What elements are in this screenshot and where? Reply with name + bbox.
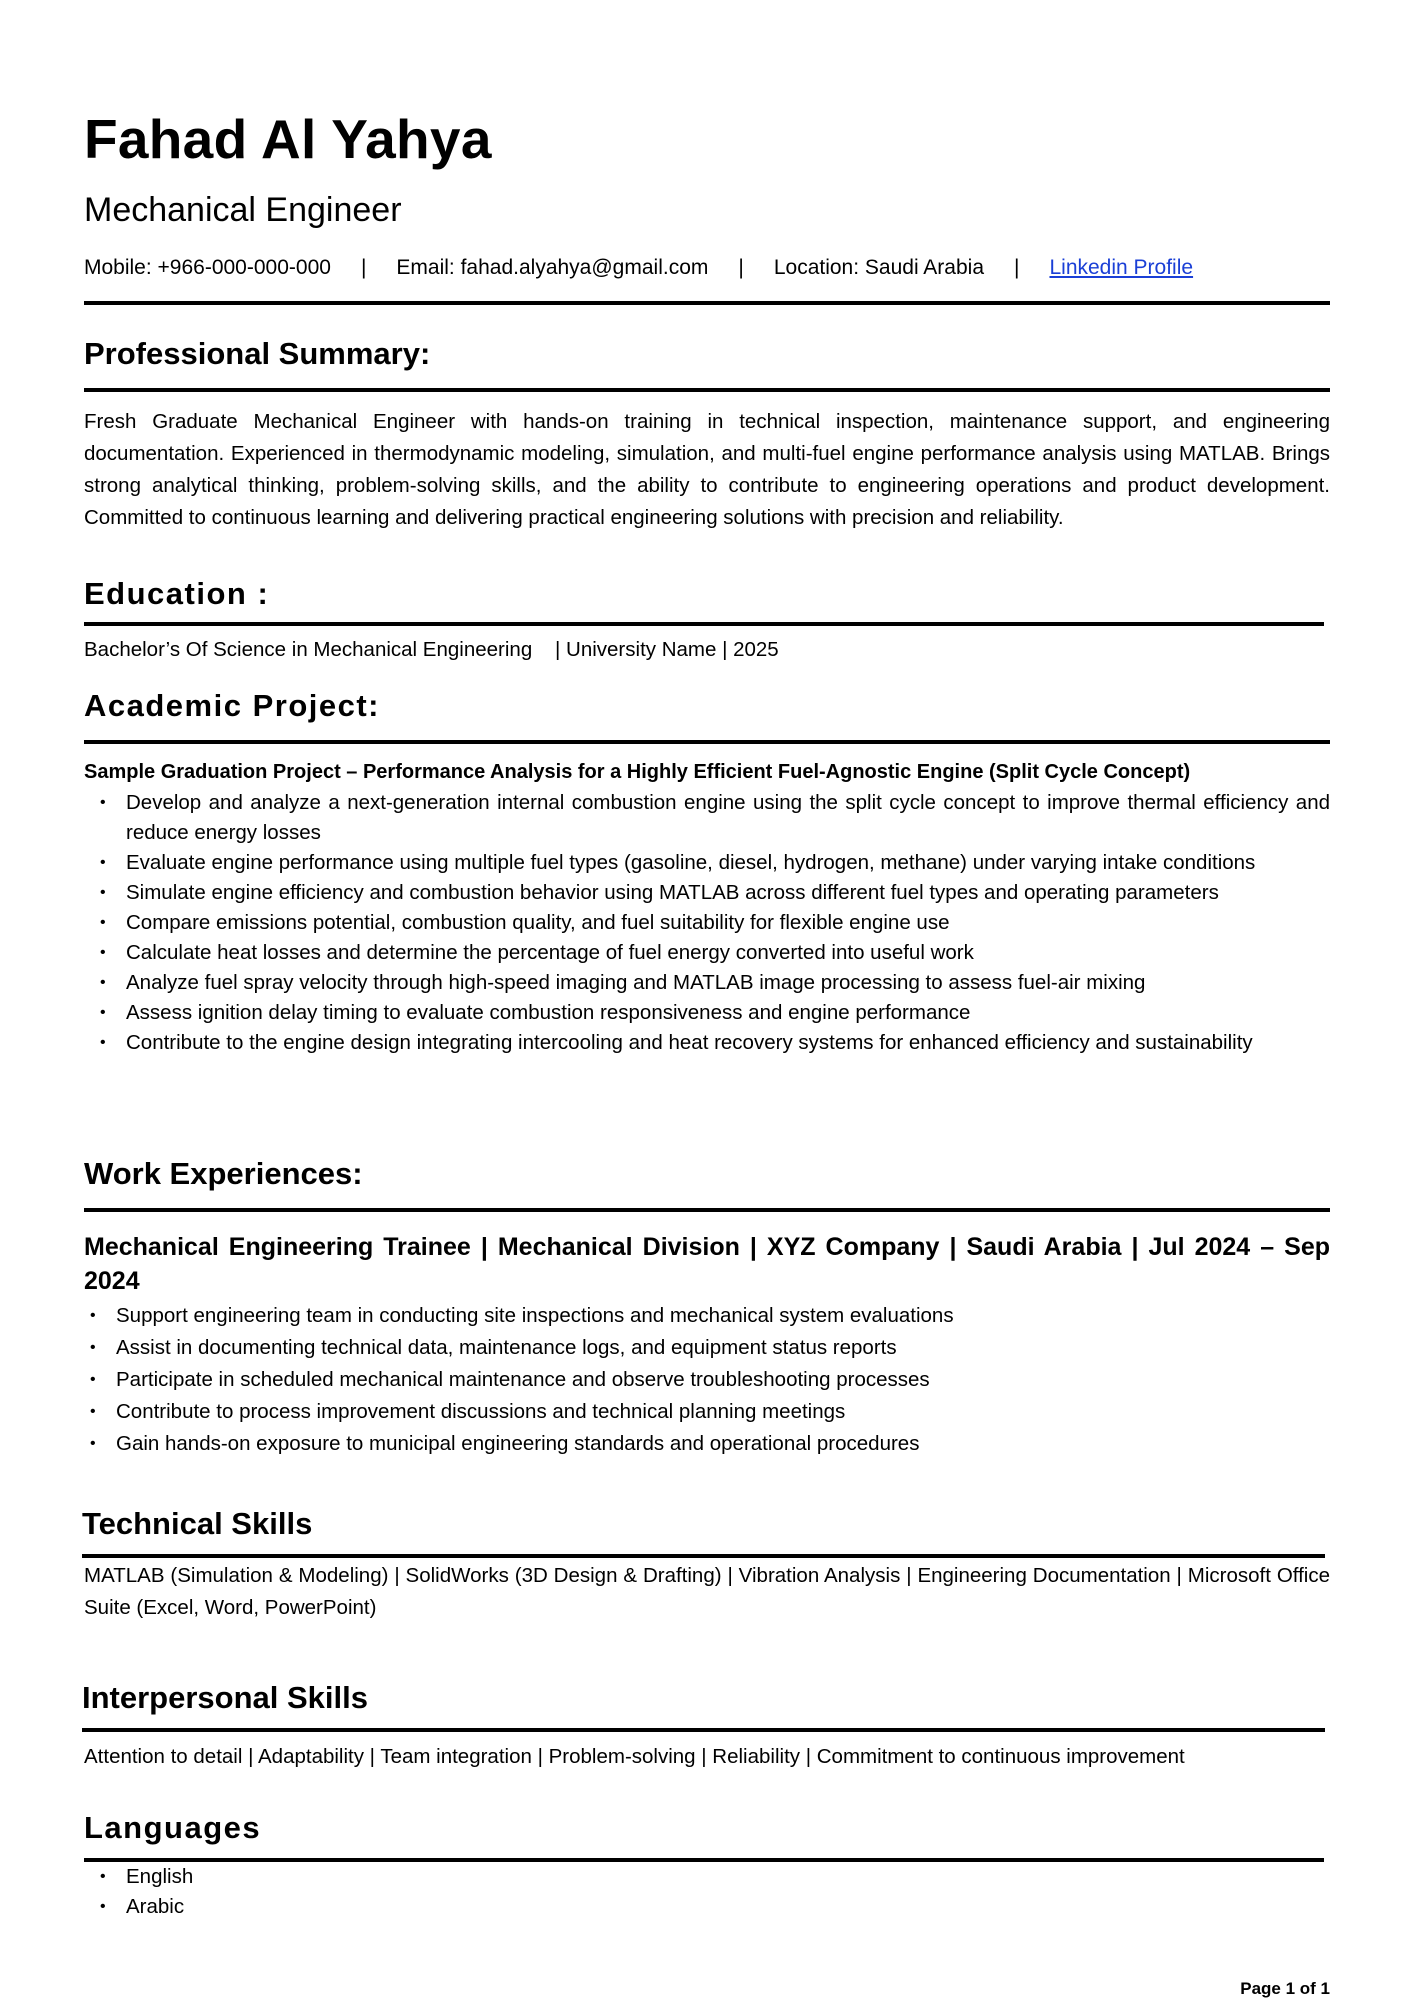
technical-skills-heading: Technical Skills [82,1506,313,1541]
list-item: • Evaluate engine performance using multiple fuel types (gasoline, diesel, hydrogen, methane) under varying intake conditions [126,848,1330,878]
list-item: • English [126,1862,526,1892]
list-item: • Compare emissions potential, combustion quality, and fuel suitability for flexible engine use [126,908,1330,938]
summary-divider [84,388,1330,392]
list-item: • Assist in documenting technical data, maintenance logs, and equipment status reports [116,1332,1330,1364]
project-heading: Academic Project: [84,688,380,723]
job-title: Mechanical Engineering Trainee | Mechanical Division | XYZ Company | Saudi Arabia | Jul 2024 – Sep 2024 [84,1233,1330,1295]
list-item: • Contribute to process improvement discussions and technical planning meetings [116,1396,1330,1428]
project-bullets [126,788,1330,1058]
project-title: Sample Graduation Project – Performance Analysis for a Highly Efficient Fuel-Agnostic Engine (Split Cycle Concept) [84,761,1191,783]
interpersonal-skills-text: Attention to detail | Adaptability | Team integration | Problem-solving | Reliability | Commitment to continuous improvement [84,1745,1185,1768]
interpersonal-skills-divider [82,1728,1325,1732]
candidate-name: Fahad Al Yahya [84,108,492,170]
technical-skills-divider [82,1554,1325,1558]
education-heading: Education : [84,576,270,611]
header-divider [84,301,1330,305]
contact-separator: | [1014,256,1020,279]
linkedin-profile-link[interactable]: Linkedin Profile [1049,256,1194,279]
work-heading: Work Experiences: [84,1156,363,1191]
contact-email: Email: fahad.alyahya@gmail.com [396,256,709,279]
list-item: • Develop and analyze a next-generation internal combustion engine using the split cycle concept to improve thermal efficiency and reduce energy losses [126,788,1330,848]
list-item: • Contribute to the engine design integrating intercooling and heat recovery systems for enhanced efficiency and sustainability [126,1028,1330,1058]
list-item: • Assess ignition delay timing to evaluate combustion responsiveness and engine performance [126,998,1330,1028]
work-bullets [116,1300,1330,1460]
education-entry: Bachelor’s Of Science in Mechanical Engineering | University Name | 2025 [84,638,779,661]
page-number: Page 1 of 1 [1240,1979,1330,1998]
list-item: • Analyze fuel spray velocity through high-speed imaging and MATLAB image processing to assess fuel-air mixing [126,968,1330,998]
list-item: • Calculate heat losses and determine the percentage of fuel energy converted into useful work [126,938,1330,968]
list-item: • Participate in scheduled mechanical maintenance and observe troubleshooting processes [116,1364,1330,1396]
interpersonal-skills-heading: Interpersonal Skills [82,1680,368,1715]
contact-location: Location: Saudi Arabia [773,256,984,279]
candidate-title: Mechanical Engineer [84,191,402,229]
technical-skills-text: MATLAB (Simulation & Modeling) | SolidWorks (3D Design & Drafting) | Vibration Analysis | Engineering Documentation | Microsoft Office Suite (Excel, Word, PowerPoint) [84,1564,1330,1619]
work-divider [84,1208,1330,1212]
contact-mobile: Mobile: +966-000-000-000 [84,256,331,279]
languages-list [126,1862,526,1922]
list-item: • Arabic [126,1892,526,1922]
contact-line [84,257,1330,278]
list-item: • Simulate engine efficiency and combustion behavior using MATLAB across different fuel types and operating parameters [126,878,1330,908]
contact-separator: | [738,256,744,279]
languages-heading: Languages [84,1810,262,1845]
summary-heading: Professional Summary: [84,336,431,371]
list-item: • Support engineering team in conducting site inspections and mechanical system evaluations [116,1300,1330,1332]
education-divider [84,622,1324,626]
contact-separator: | [360,256,367,279]
summary-text: Fresh Graduate Mechanical Engineer with hands-on training in technical inspection, maintenance support, and engineering documentation. Experienced in thermodynamic modeling, simulation, and multi-fuel engine performance analysis using MATLAB. Brings strong analytical thinking, problem-solving skills, and the ability to contribute to engineering operations and product development. Committed to continuous learning and delivering practical engineering solutions with precision and reliability. [84,410,1330,529]
list-item: • Gain hands-on exposure to municipal engineering standards and operational procedures [116,1428,1330,1460]
project-divider [84,740,1330,744]
